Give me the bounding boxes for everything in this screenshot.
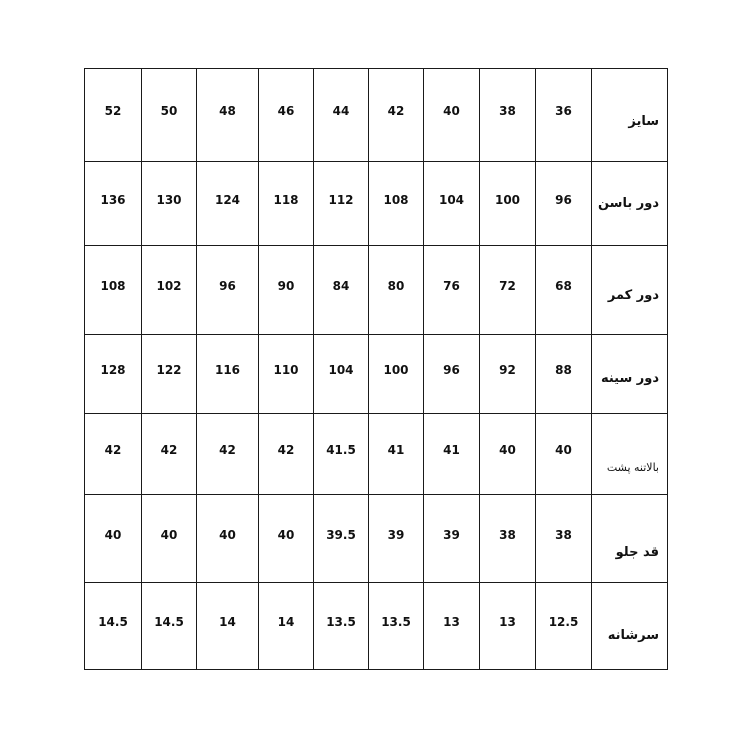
cell-front-length-col5: 39.5 bbox=[314, 495, 369, 583]
cell-shoulder-col2: 14.5 bbox=[142, 583, 197, 670]
cell-chest-col8: 92 bbox=[480, 335, 536, 414]
cell-front-length-col2: 40 bbox=[142, 495, 197, 583]
cell-hip-col3: 124 bbox=[197, 162, 259, 246]
cell-hip-col1: 136 bbox=[85, 162, 142, 246]
cell-chest-col2: 122 bbox=[142, 335, 197, 414]
row-label-front-length bbox=[592, 495, 668, 583]
table-row-front-length bbox=[85, 495, 668, 583]
cell-back-length-col4: 42 bbox=[259, 414, 314, 495]
cell-hip-col9: 96 bbox=[536, 162, 592, 246]
cell-waist-col5: 84 bbox=[314, 246, 369, 335]
row-label-waist bbox=[592, 246, 668, 335]
cell-back-length-col8: 40 bbox=[480, 414, 536, 495]
cell-shoulder-col9: 12.5 bbox=[536, 583, 592, 670]
size-chart-table bbox=[84, 68, 668, 670]
row-label-chest bbox=[592, 335, 668, 414]
cell-size-col4: 46 bbox=[259, 69, 314, 162]
cell-waist-col8: 72 bbox=[480, 246, 536, 335]
table-row-back-length bbox=[85, 414, 668, 495]
table-row-waist bbox=[85, 246, 668, 335]
cell-back-length-col9: 40 bbox=[536, 414, 592, 495]
cell-back-length-col2: 42 bbox=[142, 414, 197, 495]
table-row-chest bbox=[85, 335, 668, 414]
cell-chest-col6: 100 bbox=[369, 335, 424, 414]
table-row-shoulder bbox=[85, 583, 668, 670]
cell-size-col8: 38 bbox=[480, 69, 536, 162]
table-row-size bbox=[85, 69, 668, 162]
cell-waist-col9: 68 bbox=[536, 246, 592, 335]
cell-chest-col5: 104 bbox=[314, 335, 369, 414]
cell-front-length-col8: 38 bbox=[480, 495, 536, 583]
cell-back-length-col7: 41 bbox=[424, 414, 480, 495]
row-label-text: سایز bbox=[628, 113, 659, 129]
cell-hip-col7: 104 bbox=[424, 162, 480, 246]
cell-front-length-col9: 38 bbox=[536, 495, 592, 583]
row-label-text: دور سینه bbox=[600, 370, 659, 386]
cell-size-col7: 40 bbox=[424, 69, 480, 162]
row-label-hip bbox=[592, 162, 668, 246]
cell-shoulder-col6: 13.5 bbox=[369, 583, 424, 670]
cell-size-col6: 42 bbox=[369, 69, 424, 162]
cell-waist-col3: 96 bbox=[197, 246, 259, 335]
row-label-text: قد جلو bbox=[615, 545, 659, 560]
row-label-text: سرشانه bbox=[607, 627, 659, 643]
cell-waist-col2: 102 bbox=[142, 246, 197, 335]
cell-shoulder-col1: 14.5 bbox=[85, 583, 142, 670]
cell-shoulder-col7: 13 bbox=[424, 583, 480, 670]
cell-waist-col6: 80 bbox=[369, 246, 424, 335]
cell-size-col5: 44 bbox=[314, 69, 369, 162]
row-label-text: بالاتنه پشت bbox=[606, 460, 659, 474]
row-label-size bbox=[592, 69, 668, 162]
cell-chest-col1: 128 bbox=[85, 335, 142, 414]
cell-size-col2: 50 bbox=[142, 69, 197, 162]
cell-shoulder-col8: 13 bbox=[480, 583, 536, 670]
cell-waist-col1: 108 bbox=[85, 246, 142, 335]
cell-size-col3: 48 bbox=[197, 69, 259, 162]
cell-hip-col6: 108 bbox=[369, 162, 424, 246]
cell-shoulder-col5: 13.5 bbox=[314, 583, 369, 670]
cell-size-col9: 36 bbox=[536, 69, 592, 162]
cell-chest-col3: 116 bbox=[197, 335, 259, 414]
cell-front-length-col6: 39 bbox=[369, 495, 424, 583]
cell-hip-col2: 130 bbox=[142, 162, 197, 246]
cell-front-length-col1: 40 bbox=[85, 495, 142, 583]
cell-shoulder-col4: 14 bbox=[259, 583, 314, 670]
cell-front-length-col7: 39 bbox=[424, 495, 480, 583]
cell-front-length-col3: 40 bbox=[197, 495, 259, 583]
cell-hip-col5: 112 bbox=[314, 162, 369, 246]
cell-waist-col7: 76 bbox=[424, 246, 480, 335]
cell-size-col1: 52 bbox=[85, 69, 142, 162]
cell-chest-col4: 110 bbox=[259, 335, 314, 414]
cell-chest-col9: 88 bbox=[536, 335, 592, 414]
row-label-text: دور کمر bbox=[607, 287, 659, 303]
cell-shoulder-col3: 14 bbox=[197, 583, 259, 670]
row-label-back-length bbox=[592, 414, 668, 495]
cell-back-length-col5: 41.5 bbox=[314, 414, 369, 495]
cell-front-length-col4: 40 bbox=[259, 495, 314, 583]
cell-back-length-col3: 42 bbox=[197, 414, 259, 495]
row-label-text: دور باسن bbox=[597, 196, 659, 211]
cell-hip-col4: 118 bbox=[259, 162, 314, 246]
cell-back-length-col1: 42 bbox=[85, 414, 142, 495]
cell-waist-col4: 90 bbox=[259, 246, 314, 335]
row-label-shoulder bbox=[592, 583, 668, 670]
cell-chest-col7: 96 bbox=[424, 335, 480, 414]
table-row-hip bbox=[85, 162, 668, 246]
cell-hip-col8: 100 bbox=[480, 162, 536, 246]
cell-back-length-col6: 41 bbox=[369, 414, 424, 495]
